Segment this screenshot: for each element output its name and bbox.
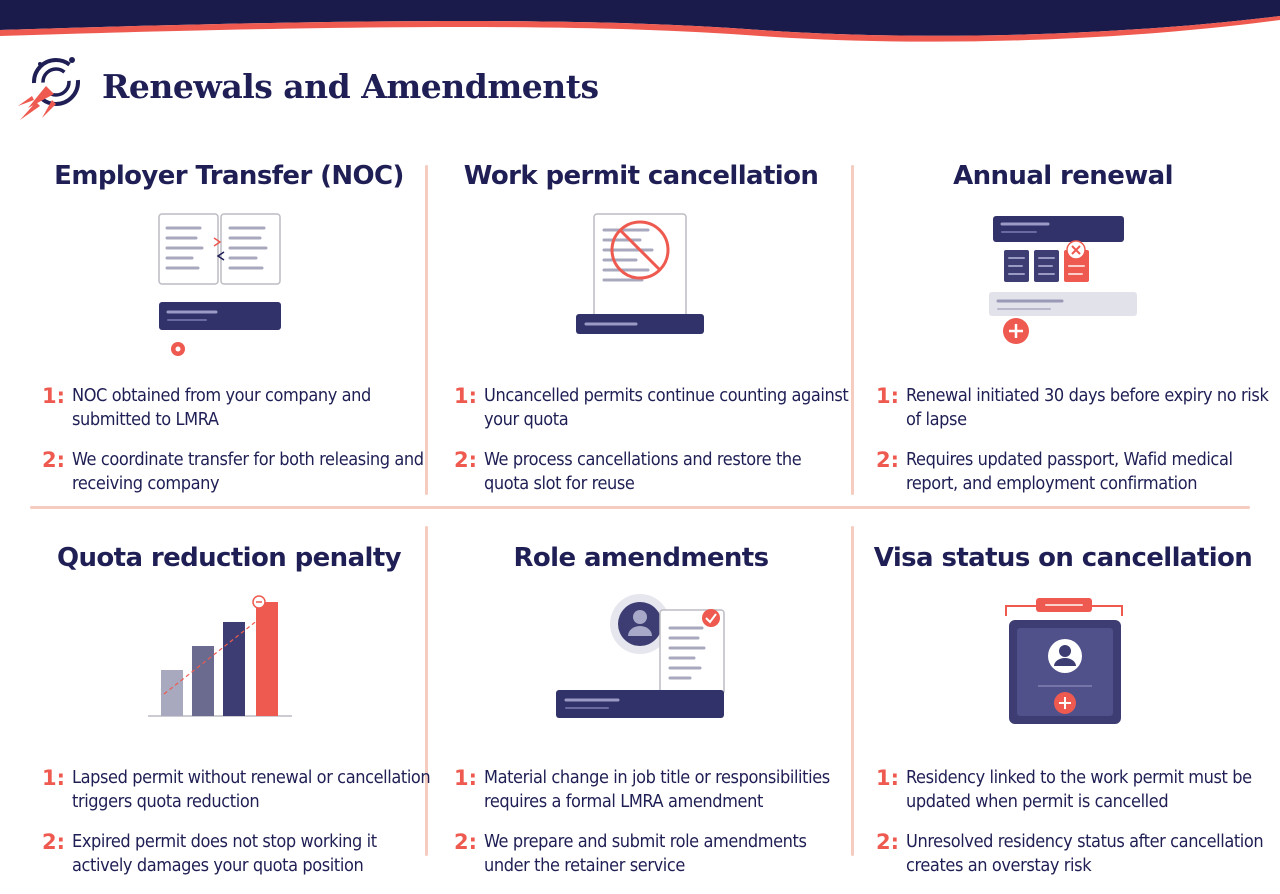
point-text: Unresolved residency status after cancellation creates an overstay risk [906, 831, 1264, 876]
point-number: 2: [42, 830, 66, 854]
card-title: Role amendments [513, 543, 769, 573]
list-item [876, 830, 1272, 878]
list-item [42, 830, 438, 878]
point-number: 2: [42, 448, 66, 472]
points-list [42, 384, 438, 512]
list-item [454, 448, 850, 496]
cards-grid [0, 150, 1280, 888]
point-number: 1: [454, 384, 478, 408]
list-item [42, 448, 438, 496]
point-number: 1: [42, 384, 66, 408]
point-text: Material change in job title or responsibilities requires a formal LMRA amendment [484, 767, 830, 812]
list-item [876, 448, 1272, 496]
page-header [14, 44, 599, 128]
card-title: Employer Transfer (NOC) [54, 161, 404, 191]
point-number: 1: [42, 766, 66, 790]
points-list [454, 766, 850, 894]
card-title: Quota reduction penalty [56, 543, 402, 573]
page-title: Renewals and Amendments [102, 66, 599, 106]
card-title: Visa status on cancellation [873, 543, 1253, 573]
list-item [42, 384, 438, 432]
list-item [42, 766, 438, 814]
point-number: 2: [454, 448, 478, 472]
card-quota-reduction-penalty [16, 540, 442, 876]
rocket-logo-icon [14, 46, 92, 126]
points-list [876, 766, 1272, 894]
card-role-amendments [428, 540, 854, 876]
list-item [454, 766, 850, 814]
points-list [454, 384, 850, 512]
point-text: Requires updated passport, Wafid medical report, and employment confirmation [906, 449, 1233, 494]
point-number: 2: [876, 830, 900, 854]
card-visa-status [850, 540, 1276, 876]
point-text: Renewal initiated 30 days before expiry no risk of lapse [906, 385, 1269, 430]
document-transfer-icon [16, 208, 442, 378]
renewal-dashboard-icon [850, 208, 1276, 378]
point-text: We prepare and submit role amendments under the retainer service [484, 831, 807, 876]
point-text: We process cancellations and restore the quota slot for reuse [484, 449, 802, 494]
point-text: We coordinate transfer for both releasing and receiving company [72, 449, 424, 494]
card-work-permit-cancellation [428, 158, 854, 494]
point-number: 2: [454, 830, 478, 854]
card-annual-renewal [850, 158, 1276, 494]
points-list [42, 766, 438, 894]
id-card-icon [850, 590, 1276, 760]
points-list [876, 384, 1272, 512]
list-item [454, 384, 850, 432]
point-text: Expired permit does not stop working it actively damages your quota position [72, 831, 377, 876]
card-title: Annual renewal [953, 161, 1173, 191]
card-title: Work permit cancellation [463, 161, 819, 191]
point-text: Residency linked to the work permit must be updated when permit is cancelled [906, 767, 1252, 812]
cancelled-document-icon [428, 208, 854, 378]
point-number: 1: [876, 766, 900, 790]
point-number: 1: [876, 384, 900, 408]
point-text: Lapsed permit without renewal or cancellation triggers quota reduction [72, 767, 431, 812]
point-text: NOC obtained from your company and submitted to LMRA [72, 385, 371, 430]
header-wave [0, 0, 1280, 48]
bar-growth-icon [16, 590, 442, 760]
point-number: 1: [454, 766, 478, 790]
card-employer-transfer [16, 158, 442, 494]
point-number: 2: [876, 448, 900, 472]
list-item [876, 766, 1272, 814]
list-item [876, 384, 1272, 432]
point-text: Uncancelled permits continue counting against your quota [484, 385, 849, 430]
profile-document-icon [428, 590, 854, 760]
list-item [454, 830, 850, 878]
